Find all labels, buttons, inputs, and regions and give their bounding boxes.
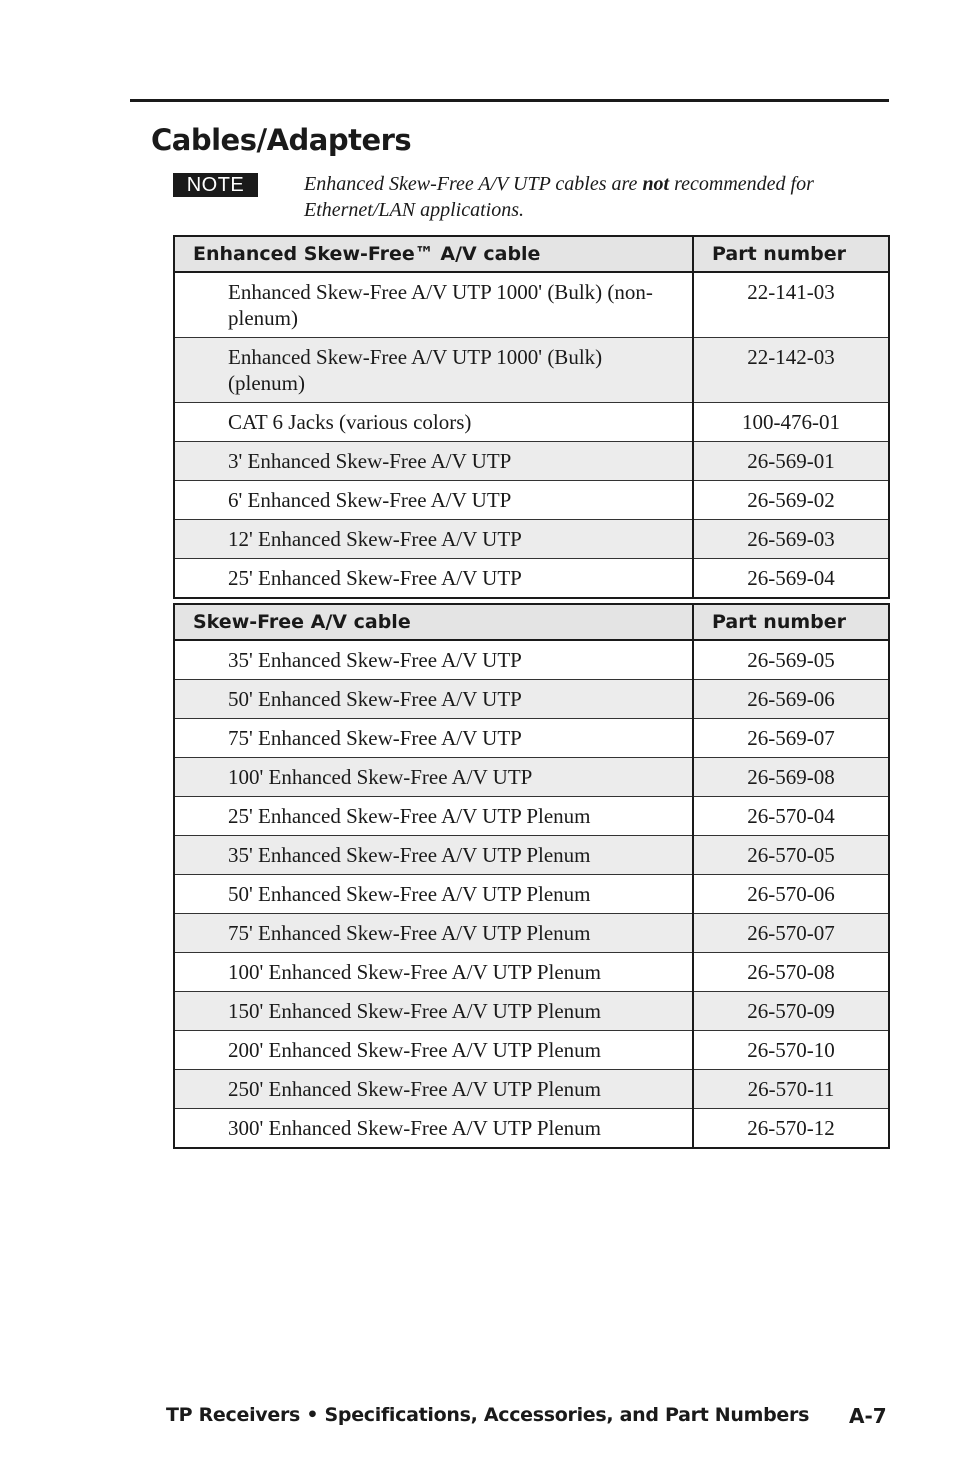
table-row: [174, 640, 889, 680]
part-number: 26-569-02: [693, 481, 889, 520]
part-number: 22-142-03: [693, 338, 889, 403]
cable-description: 300' Enhanced Skew-Free A/V UTP Plenum: [174, 1109, 693, 1149]
table-row: [174, 1031, 889, 1070]
cable-description: 35' Enhanced Skew-Free A/V UTP: [174, 640, 693, 680]
table-row: [174, 875, 889, 914]
table-row: [174, 1109, 889, 1149]
table-row: [174, 680, 889, 719]
cable-description: 100' Enhanced Skew-Free A/V UTP Plenum: [174, 953, 693, 992]
part-number: 26-570-04: [693, 797, 889, 836]
enhanced-cable-table: [173, 235, 890, 599]
part-number: 26-569-04: [693, 559, 889, 599]
column-header-part-number: Part number: [693, 604, 889, 640]
column-header-part-number: Part number: [693, 236, 889, 272]
table-row: [174, 559, 889, 599]
part-number: 26-570-09: [693, 992, 889, 1031]
skew-free-cable-table: [173, 603, 890, 1149]
table-row: [174, 758, 889, 797]
part-number: 26-569-03: [693, 520, 889, 559]
part-number: 26-570-10: [693, 1031, 889, 1070]
cable-description: 100' Enhanced Skew-Free A/V UTP: [174, 758, 693, 797]
cable-description: 25' Enhanced Skew-Free A/V UTP: [174, 559, 693, 599]
cable-description: 35' Enhanced Skew-Free A/V UTP Plenum: [174, 836, 693, 875]
cable-description: Enhanced Skew-Free A/V UTP 1000' (Bulk) (non-plenum): [174, 272, 693, 338]
table-row: [174, 272, 889, 338]
table-header-row: [174, 604, 889, 640]
cable-description: 75' Enhanced Skew-Free A/V UTP Plenum: [174, 914, 693, 953]
table-row: [174, 520, 889, 559]
part-number: 22-141-03: [693, 272, 889, 338]
table-row: [174, 481, 889, 520]
part-number: 26-569-01: [693, 442, 889, 481]
part-number: 26-569-06: [693, 680, 889, 719]
cable-description: 200' Enhanced Skew-Free A/V UTP Plenum: [174, 1031, 693, 1070]
cable-description: CAT 6 Jacks (various colors): [174, 403, 693, 442]
cable-description: 12' Enhanced Skew-Free A/V UTP: [174, 520, 693, 559]
table-row: [174, 836, 889, 875]
page-number: A-7: [849, 1404, 887, 1428]
part-number: 26-569-08: [693, 758, 889, 797]
table-row: [174, 719, 889, 758]
table-row: [174, 953, 889, 992]
cable-description: 150' Enhanced Skew-Free A/V UTP Plenum: [174, 992, 693, 1031]
table-row: [174, 442, 889, 481]
cable-description: 50' Enhanced Skew-Free A/V UTP Plenum: [174, 875, 693, 914]
table-row: [174, 338, 889, 403]
enhanced-cable-table-body: [174, 272, 889, 598]
note-text: [304, 171, 884, 223]
part-number: 26-569-05: [693, 640, 889, 680]
part-number: 26-570-05: [693, 836, 889, 875]
table-header-row: [174, 236, 889, 272]
skew-free-cable-table-body: [174, 640, 889, 1148]
column-header-description: Skew-Free A/V cable: [174, 604, 693, 640]
cable-description: 25' Enhanced Skew-Free A/V UTP Plenum: [174, 797, 693, 836]
part-number: 100-476-01: [693, 403, 889, 442]
footer-text: TP Receivers • Specifications, Accessories, and Part Numbers: [166, 1404, 810, 1426]
cable-description: 75' Enhanced Skew-Free A/V UTP: [174, 719, 693, 758]
table-row: [174, 914, 889, 953]
table-row: [174, 403, 889, 442]
table-row: [174, 797, 889, 836]
part-number: 26-570-07: [693, 914, 889, 953]
top-rule: [130, 99, 889, 102]
column-header-description: Enhanced Skew-Free™ A/V cable: [174, 236, 693, 272]
part-number: 26-570-06: [693, 875, 889, 914]
section-title: Cables/Adapters: [151, 123, 412, 157]
note-text-after: recommended for Ethernet/LAN applications.: [304, 173, 814, 221]
cable-description: 50' Enhanced Skew-Free A/V UTP: [174, 680, 693, 719]
note-text-before: Enhanced Skew-Free A/V UTP cables are: [304, 173, 643, 195]
cable-description: Enhanced Skew-Free A/V UTP 1000' (Bulk) (plenum): [174, 338, 693, 403]
part-number: 26-569-07: [693, 719, 889, 758]
table-row: [174, 992, 889, 1031]
cable-description: 250' Enhanced Skew-Free A/V UTP Plenum: [174, 1070, 693, 1109]
part-number: 26-570-12: [693, 1109, 889, 1149]
cable-description: 6' Enhanced Skew-Free A/V UTP: [174, 481, 693, 520]
cable-description: 3' Enhanced Skew-Free A/V UTP: [174, 442, 693, 481]
part-number: 26-570-08: [693, 953, 889, 992]
part-number: 26-570-11: [693, 1070, 889, 1109]
note-text-bold: not: [642, 173, 670, 195]
note-badge: NOTE: [173, 173, 258, 197]
table-row: [174, 1070, 889, 1109]
